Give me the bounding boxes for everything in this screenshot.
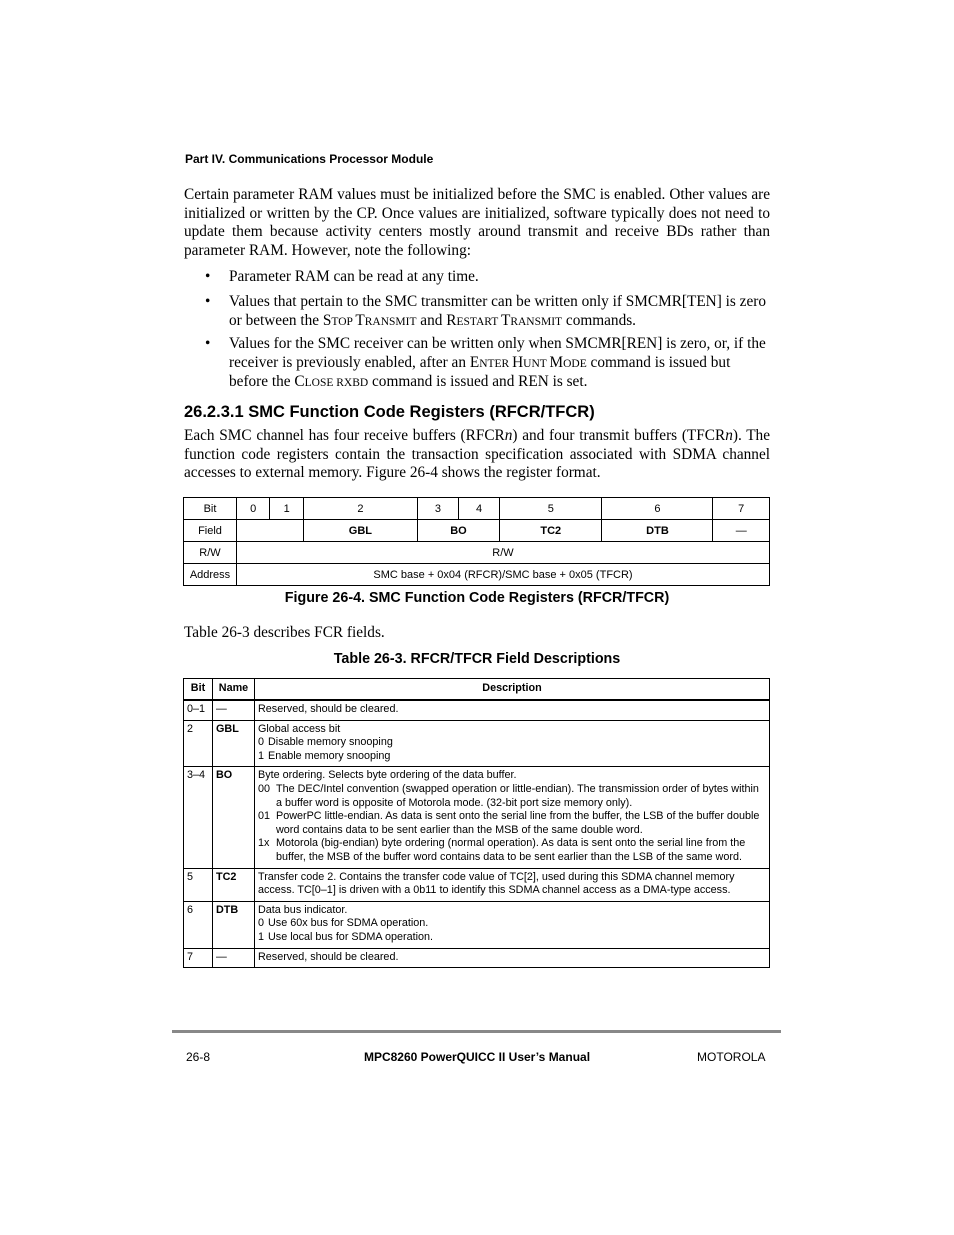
field-dtb: DTB [602,520,713,542]
column-header-bit: Bit [184,679,213,701]
table-header-row [184,679,770,701]
field-reserved: — [713,520,770,542]
bullet-dot: • [205,268,211,285]
cell-name: TC2 [213,868,255,901]
field-unnamed [237,520,304,542]
cell-bit: 2 [184,720,213,767]
cell-description: Data bus indicator. 0 Use 60x bus for SDMA operation. 1 Use local bus for SDMA operation. [255,901,770,948]
bit-number: 0 [237,498,270,520]
table-row [184,720,770,767]
footer-rule [172,1030,781,1033]
cell-name: — [213,700,255,720]
cell-bit: 7 [184,948,213,968]
address-value: SMC base + 0x04 (RFCR)/SMC base + 0x05 (TFCR) [237,564,770,586]
publisher-name: MOTOROLA [697,1050,766,1064]
register-diagram [183,497,770,586]
register-rw-row [184,542,770,564]
cell-name: DTB [213,901,255,948]
intro-paragraph: Certain parameter RAM values must be initialized before the SMC is enabled. Other values are initialized or written by the CP. Once values are initialized, software typically does not need to update them because activity centers mostly around transmit and receive BDs rather than parameter RAM. However, note the following: [184,186,770,259]
cell-description: Byte ordering. Selects byte ordering of the data buffer. 00 The DEC/Intel convention (swapped operation or little-endian). The transmission order of bytes within a buffer word is opposite of Motorola mode. (32-bit port size memory only). 01 PowerPC little-endian. As data is sent onto the serial line from the buffer, the LSB of the buffer double word contains data to be sent earlier than the MSB of the same double word. 1x Motorola (big-endian) byte ordering (normal operation). As data is sent onto the serial line from the buffer, the MSB of the buffer word contains data to be sent earlier than the LSB of the same word. [255,767,770,868]
cell-description: Global access bit 0 Disable memory snooping 1 Enable memory snooping [255,720,770,767]
bit-number: 6 [602,498,713,520]
bit-number: 3 [417,498,458,520]
row-label: Bit [184,498,237,520]
register-field-row [184,520,770,542]
column-header-description: Description [255,679,770,701]
cell-description: Reserved, should be cleared. [255,948,770,968]
bit-number: 7 [713,498,770,520]
cell-description: Reserved, should be cleared. [255,700,770,720]
manual-title: MPC8260 PowerQUICC II User’s Manual [363,1050,591,1064]
cell-name: BO [213,767,255,868]
row-label: Address [184,564,237,586]
cell-bit: 5 [184,868,213,901]
field-bo: BO [417,520,499,542]
table-row [184,700,770,720]
row-label: R/W [184,542,237,564]
row-label: Field [184,520,237,542]
section-paragraph: Each SMC channel has four receive buffers (RFCRn) and four transmit buffers (TFCRn). The function code registers contain the transaction specification associated with SDMA channel accesses to external memory. Figure 26-4 shows the register format. [184,427,770,482]
field-tc2: TC2 [500,520,602,542]
bullet-dot: • [205,335,211,352]
cell-bit: 0–1 [184,700,213,720]
table-row [184,948,770,968]
table-row [184,767,770,868]
cell-description: Transfer code 2. Contains the transfer code value of TC[2], used during this SDMA channel memory access. TC[0–1] is driven with a 0b11 to identify this SDMA channel access as a DMA-type access. [255,868,770,901]
bit-number: 2 [303,498,417,520]
cell-name: — [213,948,255,968]
table-intro: Table 26-3 describes FCR fields. [184,624,385,641]
cell-name: GBL [213,720,255,767]
register-address-row [184,564,770,586]
bullet-text: Values for the SMC receiver can be written only when SMCMR[REN] is zero, or, if the receiver is previously enabled, after an ENTER HUNT MODE command is issued but before the CLOSE RXBD command is issued and REN is set. [229,335,766,391]
register-bit-row [184,498,770,520]
bullet-text: Values that pertain to the SMC transmitter can be written only if SMCMR[TEN] is zero or between the STOP TRANSMIT and RESTART TRANSMIT commands. [229,293,766,329]
column-header-name: Name [213,679,255,701]
bit-number: 4 [458,498,499,520]
bit-number: 1 [270,498,303,520]
bullet-text: Parameter RAM can be read at any time. [229,268,479,285]
running-header: Part IV. Communications Processor Module [185,152,434,166]
bit-number: 5 [500,498,602,520]
figure-caption: Figure 26-4. SMC Function Code Registers (RFCR/TFCR) [284,590,670,606]
rw-value: R/W [237,542,770,564]
section-heading: 26.2.3.1 SMC Function Code Registers (RFCR/TFCR) [184,403,595,421]
field-gbl: GBL [303,520,417,542]
table-row [184,868,770,901]
bullet-dot: • [205,293,211,310]
cell-bit: 6 [184,901,213,948]
table-row [184,901,770,948]
cell-bit: 3–4 [184,767,213,868]
page-number: 26-8 [186,1050,211,1064]
field-descriptions-table [183,678,770,968]
table-caption: Table 26-3. RFCR/TFCR Field Descriptions [333,651,621,667]
